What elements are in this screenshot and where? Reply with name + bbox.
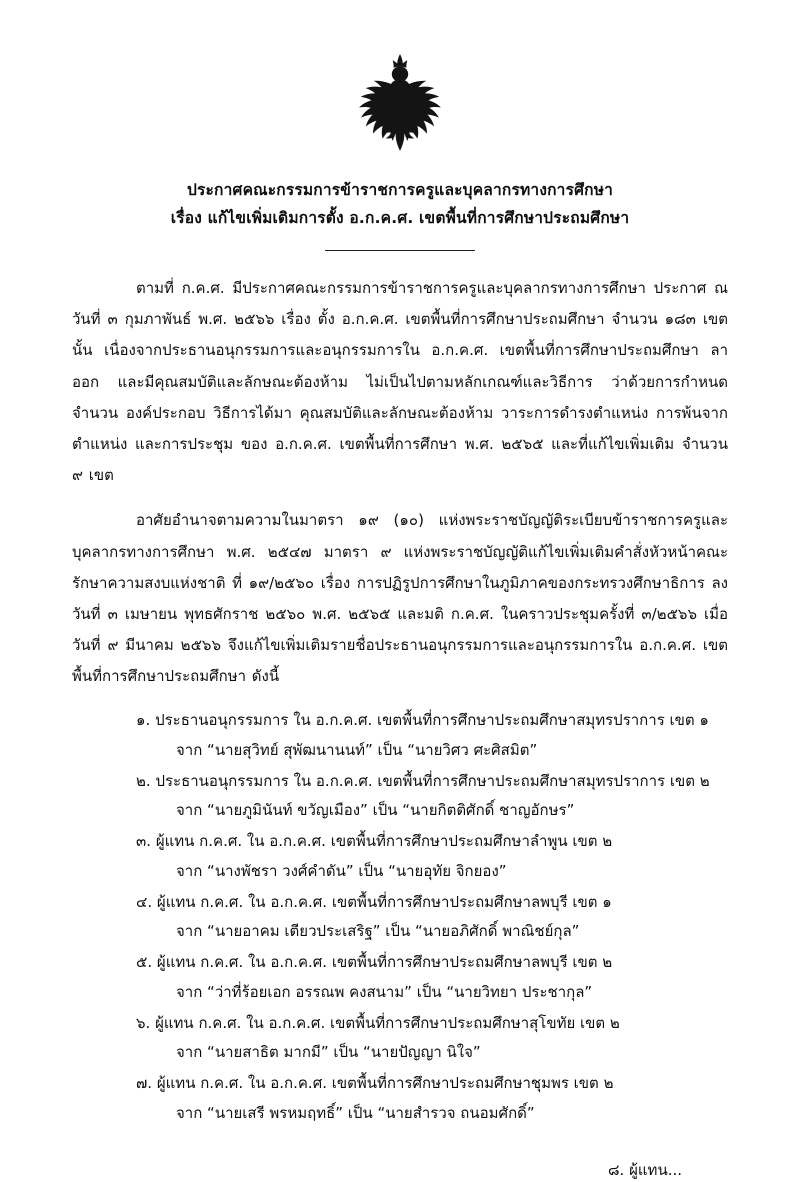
garuda-emblem: [345, 52, 455, 160]
amendment-list: [72, 706, 728, 1128]
list-item-number: ๖.: [136, 1013, 151, 1032]
list-item-number: ๓.: [136, 832, 152, 851]
list-item-role: [72, 888, 728, 917]
horizontal-divider: [325, 250, 475, 251]
list-item-change: จาก “นางพัชรา วงศ์คำดัน” เป็น “นายอุทัย จิกยอง”: [176, 861, 507, 880]
list-item-role-text: ประธานอนุกรรมการ ใน อ.ก.ค.ศ. เขตพื้นที่การศึกษาประถมศึกษาสมุทรปราการ เขต ๒: [155, 771, 710, 790]
page-title: ประกาศคณะกรรมการข้าราชการครูและบุคลากรทางการศึกษา: [186, 181, 614, 199]
emblem-container: [72, 52, 728, 160]
list-item-number: ๗.: [136, 1074, 153, 1093]
list-item-change: จาก “นายภูมินันท์ ขวัญเมือง” เป็น “นายกิตติศักดิ์ ชาญอักษร”: [176, 801, 575, 820]
list-item: [72, 948, 728, 1007]
paragraph-two-text: อาศัยอำนาจตามความในมาตรา ๑๙ (๑๐) แห่งพระราชบัญญัติระเบียบข้าราชการครูและบุคลากรทางการศึกษา พ.ศ. ๒๕๔๗ มาตรา ๙ แห่งพระราชบัญญัติแก้ไขเพิ่มเติมคำสั่งหัวหน้าคณะรักษาความสงบแห่งชาติ ที่ ๑๙/๒๕๖๐ เรื่อง การปฏิรูปการศึกษาในภูมิภาคของกระทรวงศึกษาธิการ ลงวันที่ ๓ เมษายน พุทธศักราช ๒๕๖๐ พ.ศ. ๒๕๖๕ และมติ ก.ค.ศ. ในคราวประชุมครั้งที่ ๓/๒๕๖๖ เมื่อวันที่ ๙ มีนาคม ๒๕๖๖ จึงแก้ไขเพิ่มเติมรายชื่อประธานอนุกรรมการและอนุกรรมการใน อ.ก.ค.ศ. เขตพื้นที่การศึกษาประถมศึกษา ดังนี้: [72, 511, 728, 686]
list-item: [72, 767, 728, 826]
list-item: [72, 888, 728, 947]
list-item-role-text: ผู้แทน ก.ค.ศ. ใน อ.ก.ค.ศ. เขตพื้นที่การศึกษาประถมศึกษาลำพูน เขต ๒: [155, 832, 613, 851]
list-item-change: จาก “นายเสรี พรหมฤทธิ์” เป็น “นายสำรวจ ถนอมศักดิ์”: [176, 1103, 535, 1122]
list-item-change: จาก “นายสุวิทย์ สุพัฒนานนท์” เป็น “นายวิศว ศะศิสมิต”: [176, 740, 538, 759]
list-item-role-text: ผู้แทน ก.ค.ศ. ใน อ.ก.ค.ศ. เขตพื้นที่การศึกษาประถมศึกษาลพบุรี เขต ๑: [156, 892, 612, 911]
list-item: [72, 827, 728, 886]
list-item: [72, 1069, 728, 1128]
divider-container: [72, 250, 728, 251]
list-item-role-text: ประธานอนุกรรมการ ใน อ.ก.ค.ศ. เขตพื้นที่การศึกษาประถมศึกษาสมุทรปราการ เขต ๑: [155, 711, 709, 730]
list-item-role: [72, 827, 728, 856]
paragraph-two: [72, 505, 728, 692]
list-item-role-text: ผู้แทน ก.ค.ศ. ใน อ.ก.ค.ศ. เขตพื้นที่การศึกษาประถมศึกษาชุมพร เขต ๒: [156, 1074, 614, 1093]
list-item: [72, 706, 728, 765]
list-item-role-text: ผู้แทน ก.ค.ศ. ใน อ.ก.ค.ศ. เขตพื้นที่การศึกษาประถมศึกษาลพบุรี เขต ๒: [156, 953, 613, 972]
list-item-role: [72, 767, 728, 796]
list-item-role-text: ผู้แทน ก.ค.ศ. ใน อ.ก.ค.ศ. เขตพื้นที่การศึกษาประถมศึกษาสุโขทัย เขต ๒: [155, 1013, 620, 1032]
list-item-role: [72, 706, 728, 735]
list-item-number: ๕.: [136, 953, 153, 972]
list-item-role: [72, 1009, 728, 1038]
list-item-role: [72, 1069, 728, 1098]
list-item-change: จาก “นายสาธิต มากมี” เป็น “นายปัญญา นิใจ”: [176, 1043, 481, 1062]
list-item-change: จาก “ว่าที่ร้อยเอก อรรณพ คงสนาม” เป็น “นายวิทยา ประชากุล”: [176, 982, 593, 1001]
list-item-change: จาก “นายอาคม เตียวประเสริฐ” เป็น “นายอภิศักดิ์ พาณิชย์กุล”: [176, 922, 580, 941]
title-block: [72, 178, 728, 230]
paragraph-one: [72, 273, 728, 491]
list-item-number: ๔.: [136, 892, 153, 911]
list-item-role: [72, 948, 728, 977]
page-subject: เรื่อง แก้ไขเพิ่มเติมการตั้ง อ.ก.ค.ศ. เขตพื้นที่การศึกษาประถมศึกษา: [170, 209, 630, 228]
list-item: [72, 1009, 728, 1068]
list-item-number: ๑.: [136, 711, 151, 730]
page-catchword: ๘. ผู้แทน...: [607, 1160, 682, 1179]
paragraph-one-text: ตามที่ ก.ค.ศ. มีประกาศคณะกรรมการข้าราชการครูและบุคลากรทางการศึกษา ประกาศ ณ วันที่ ๓ กุมภาพันธ์ พ.ศ. ๒๕๖๖ เรื่อง ตั้ง อ.ก.ค.ศ. เขตพื้นที่การศึกษาประถมศึกษา จำนวน ๑๘๓ เขต นั้น เนื่องจากประธานอนุกรรมการและอนุกรรมการใน อ.ก.ค.ศ. เขตพื้นที่การศึกษาประถมศึกษา ลาออก และมีคุณสมบัติและลักษณะต้องห้าม ไม่เป็นไปตามหลักเกณฑ์และวิธีการ ว่าด้วยการกำหนดจำนวน องค์ประกอบ วิธีการได้มา คุณสมบัติและลักษณะต้องห้าม วาระการดำรงตำแหน่ง การพ้นจากตำแหน่ง และการประชุม ของ อ.ก.ค.ศ. เขตพื้นที่การศึกษา พ.ศ. ๒๕๖๕ และที่แก้ไขเพิ่มเติม จำนวน ๙ เขต: [72, 279, 728, 485]
list-item-number: ๒.: [136, 771, 151, 790]
